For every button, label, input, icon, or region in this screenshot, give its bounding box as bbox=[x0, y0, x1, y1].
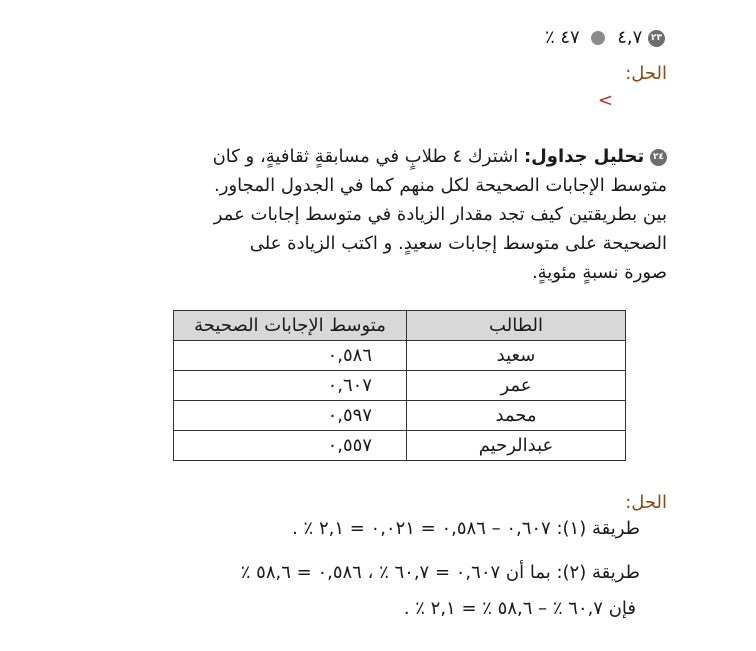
question-23 bbox=[545, 27, 665, 48]
compare-value-a: ٤,٧ bbox=[617, 27, 643, 48]
q23-answer: < bbox=[597, 90, 613, 111]
average-cell: ٠,٥٥٧ bbox=[174, 431, 407, 461]
solution-label-q23: الحل: bbox=[625, 63, 667, 84]
student-name-cell: محمد bbox=[407, 401, 626, 431]
table-row bbox=[174, 431, 626, 461]
table-header-row bbox=[174, 311, 626, 341]
question-number-badge: ٢٤ bbox=[650, 149, 667, 166]
question-text-line: الصحيحة على متوسط إجابات سعيدٍ. و اكتب الزيادة على bbox=[249, 233, 667, 254]
question-24 bbox=[107, 142, 667, 287]
question-number-badge: ٢٣ bbox=[648, 30, 665, 47]
answers-table bbox=[173, 310, 626, 461]
question-text-line: بين بطريقتين كيف تجد مقدار الزيادة في متوسط إجابات عمر bbox=[213, 204, 667, 225]
compare-circle-icon bbox=[591, 31, 605, 45]
table-row bbox=[174, 341, 626, 371]
table-row bbox=[174, 401, 626, 431]
compare-value-b: ٤٧ ٪ bbox=[545, 27, 580, 48]
student-name-cell: عمر bbox=[407, 371, 626, 401]
column-header-average: متوسط الإجابات الصحيحة bbox=[174, 311, 407, 341]
question-heading: تحليل جداول: bbox=[523, 146, 645, 167]
student-name-cell: سعيد bbox=[407, 341, 626, 371]
average-cell: ٠,٦٠٧ bbox=[174, 371, 407, 401]
solution-method-2: طريقة (٢): بما أن ٠,٦٠٧ = ٦٠,٧ ٪ ، ٠,٥٨٦ = ٥٨,٦ ٪ bbox=[240, 562, 640, 583]
student-name-cell: عبدالرحيم bbox=[407, 431, 626, 461]
table-row bbox=[174, 371, 626, 401]
question-text-line: صورة نسبةٍ مئويةٍ. bbox=[531, 262, 667, 283]
average-cell: ٠,٥٨٦ bbox=[174, 341, 407, 371]
solution-method-1: طريقة (١): ٠,٦٠٧ – ٠,٥٨٦ = ٠,٠٢١ = ٢,١ ٪ . bbox=[292, 518, 640, 539]
question-text-line: متوسط الإجابات الصحيحة لكل منهم كما في الجدول المجاور. bbox=[214, 175, 667, 196]
question-text-line: اشترك ٤ طلابٍ في مسابقةٍ ثقافيةٍ، و كان bbox=[212, 146, 519, 167]
column-header-student: الطالب bbox=[407, 311, 626, 341]
solution-label-q24: الحل: bbox=[625, 492, 667, 513]
solution-method-2-result: فإن ٦٠,٧ ٪ – ٥٨,٦ ٪ = ٢,١ ٪ . bbox=[403, 598, 636, 619]
average-cell: ٠,٥٩٧ bbox=[174, 401, 407, 431]
